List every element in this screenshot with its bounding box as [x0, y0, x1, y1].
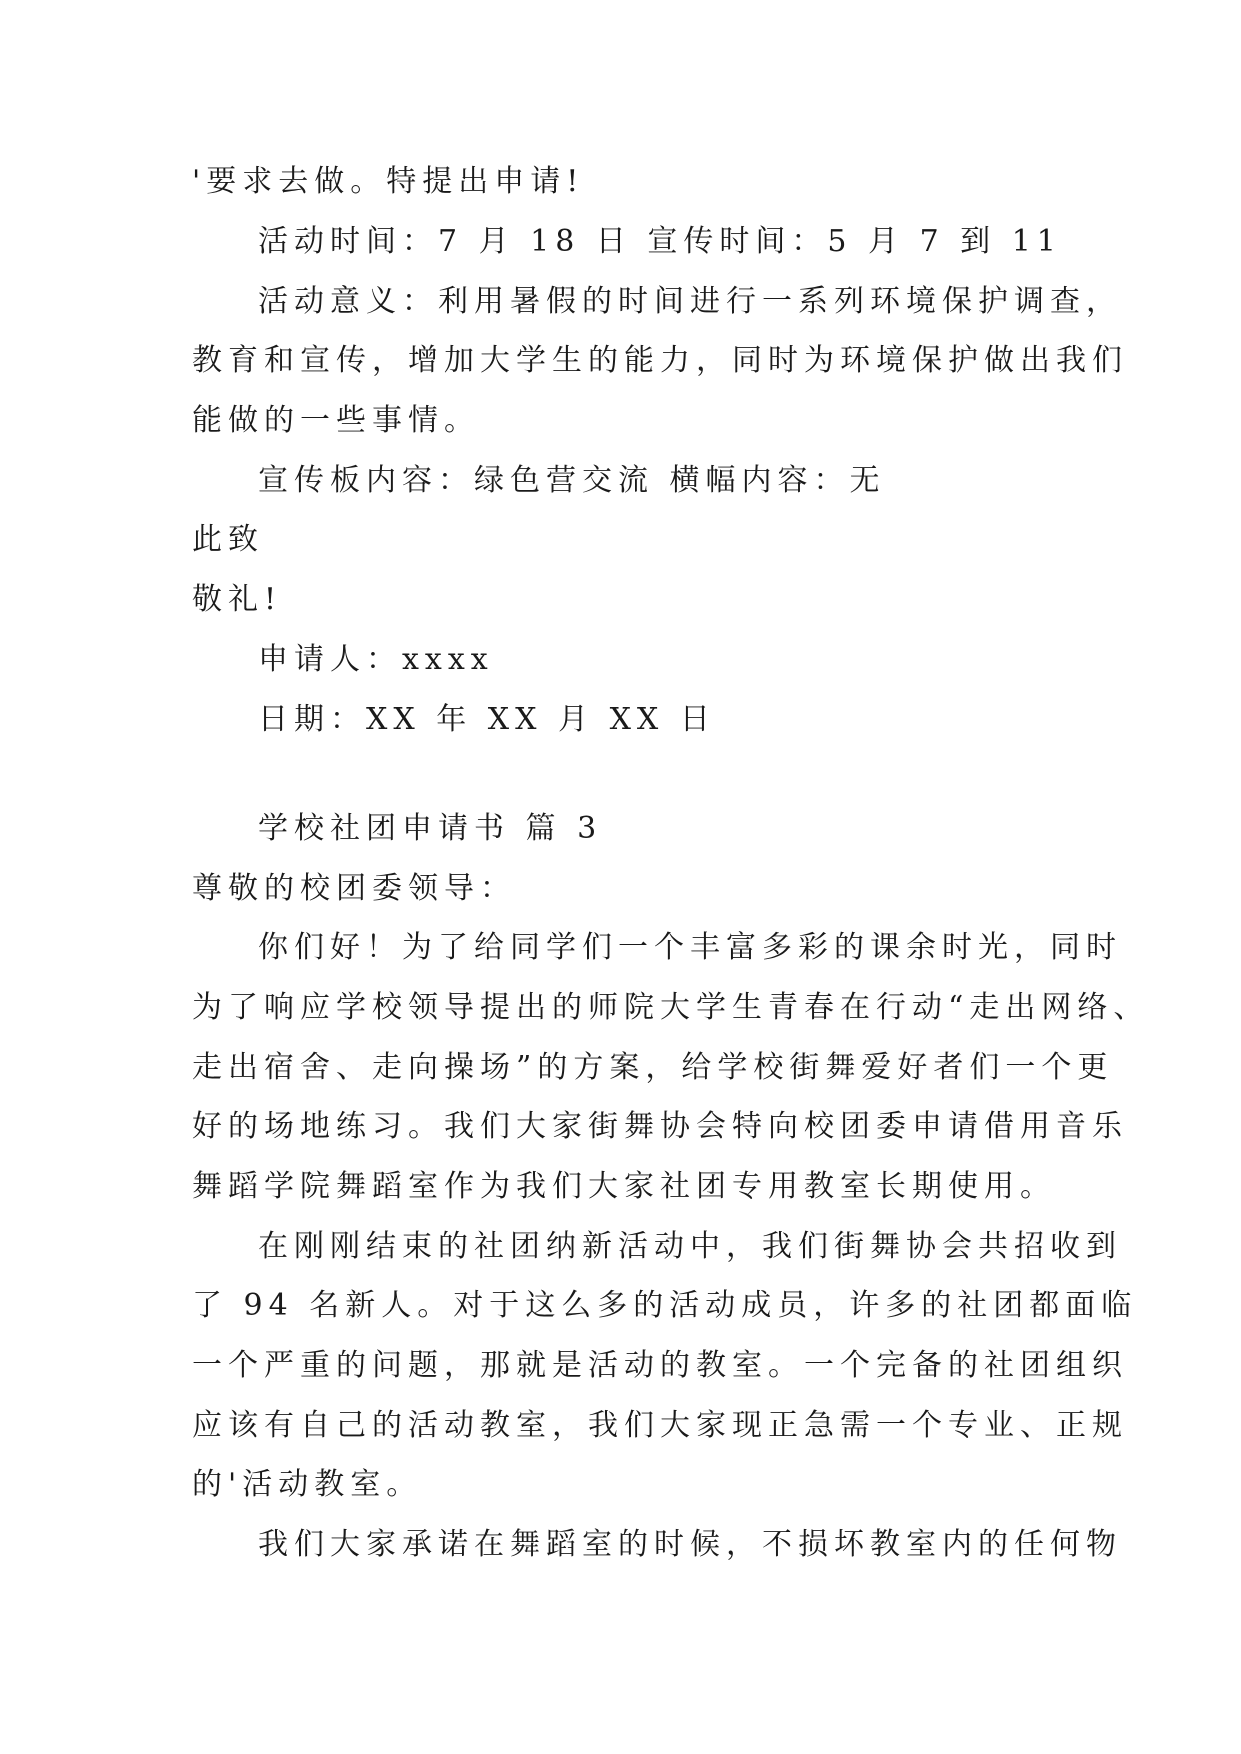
salutation: 尊敬的校团委领导：	[192, 871, 516, 906]
text-line: 能做的一些事情。	[192, 403, 480, 438]
text-line: 舞蹈学院舞蹈室作为我们大家社团专用教室长期使用。	[192, 1169, 1056, 1204]
section-title: 学校社团申请书 篇 3	[258, 811, 603, 846]
text-line: 在刚刚结束的社团纳新活动中，我们街舞协会共招收到	[258, 1229, 1122, 1264]
applicant-line: 申请人：xxxx	[258, 642, 494, 677]
text-line: 一个严重的问题，那就是活动的教室。一个完备的社团组织	[192, 1348, 1128, 1383]
text-line: 我们大家承诺在舞蹈室的时候，不损坏教室内的任何物	[258, 1527, 1122, 1562]
text-line: 的'活动教室。	[192, 1467, 423, 1502]
text-line: 走出宿舍、走向操场”的方案，给学校街舞爱好者们一个更	[192, 1050, 1114, 1085]
text-line: 好的场地练习。我们大家街舞协会特向校团委申请借用音乐	[192, 1109, 1128, 1144]
date-line: 日期：XX 年 XX 月 XX 日	[258, 702, 716, 737]
text-line: 教育和宣传，增加大学生的能力，同时为环境保护做出我们	[192, 343, 1128, 378]
text-line: 应该有自己的活动教室，我们大家现正急需一个专业、正规	[192, 1408, 1128, 1443]
text-line: 你们好！为了给同学们一个丰富多彩的课余时光，同时	[258, 930, 1122, 965]
closing-line: 敬礼!	[192, 582, 283, 617]
activity-time-line: 活动时间：7 月 18 日 宣传时间：5 月 7 到 11	[258, 224, 1062, 259]
text-line: 为了响应学校领导提出的师院大学生青春在行动“走出网络、	[192, 990, 1150, 1025]
text-line: 活动意义：利用暑假的时间进行一系列环境保护调查，	[258, 284, 1122, 319]
closing-line: 此致	[192, 522, 264, 557]
text-line: 了 94 名新人。对于这么多的活动成员，许多的社团都面临	[192, 1288, 1138, 1323]
text-line: 宣传板内容：绿色营交流 横幅内容：无	[258, 463, 886, 498]
text-line: '要求去做。特提出申请!	[192, 164, 585, 199]
